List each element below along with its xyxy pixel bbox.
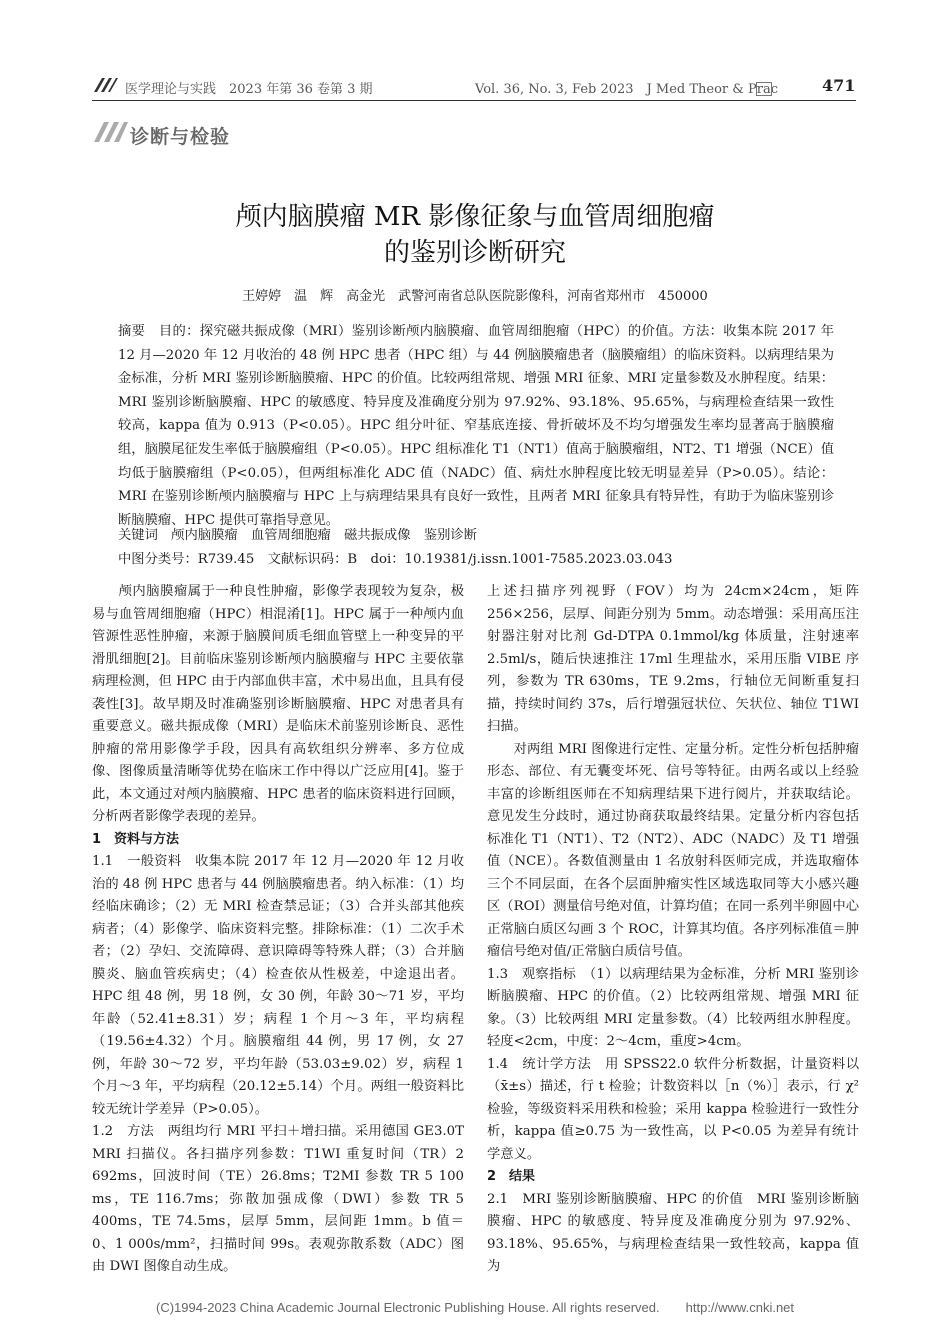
section-stripes-icon — [92, 120, 128, 144]
paragraph-methods: 1.2 方法 两组均行 MRI 平扫＋增扫描。采用德国 GE3.0T MRI 扫描仪。各扫描序列参数：T1WI 重复时间（TR）2 692ms，回波时间（TE）26.8ms；T2MI 参数 TR 5 100 ms，TE 116.7ms；弥散加强成像（DWI）参数 TR 5 400ms，TE 74.5ms，层厚 5mm，层间距 1mm。b 值＝0、1 000s/mm²，扫描时间 99s。表观弥散系数（ADC）图由 DWI 图像自动生成。 — [92, 1124, 464, 1274]
page-number: 471 — [822, 76, 856, 95]
intro-paragraph: 颅内脑膜瘤属于一种良性肿瘤，影像学表现较为复杂，极易与血管周细胞瘤（HPC）相混淆[1]。HPC 属于一种颅内血管源性恶性肿瘤，来源于脑膜间质毛细血管壁上一种变异的平滑肌细胞[2]。目前临床鉴别诊断颅内脑膜瘤与 HPC 主要依靠病理检测，但 HPC 由于内部血供丰富，术中易出血，且具有侵袭性[3]。故早期及时准确鉴别诊断脑膜瘤、HPC 对患者具有重要意义。磁共振成像（MRI）是临床术前鉴别诊断良、恶性肿瘤的常用影像学手段，因具有高软组织分辨率、多方位成像、图像质量清晰等优势在临床工作中得以广泛应用[4]。鉴于此，本文通过对颅内脑膜瘤、HPC 患者的临床资料进行回顾，分析两者影像学表现的差异。 — [92, 584, 464, 824]
header-journal-cn: 医学理论与实践 2023 年第 36 卷第 3 期 — [125, 82, 373, 97]
abstract: 摘要 目的：探究磁共振成像（MRI）鉴别诊断颅内脑膜瘤、血管周细胞瘤（HPC）的价值。方法：收集本院 2017 年 12 月—2020 年 12 月收治的 48 例 HPC 患者（HPC 组）与 44 例脑膜瘤患者（脑膜瘤组）的临床资料。以病理结果为金标准，分析 MRI 鉴别诊断脑膜瘤、HPC 的价值。比较两组常规、增强 MRI 征象、MRI 定量参数及水肿程度。结果：MRI 鉴别诊断脑膜瘤、HPC 的敏感度、特异度及准确度分别为 97.92%、93.18%、95.65%，与病理检查结果一致性较高，kappa 值为 0.913（P<0.05）。HPC 组分叶征、窄基底连接、骨折破坏及不均匀增强发生率均显著高于脑膜瘤组，脑膜尾征发生率低于脑膜瘤组（P<0.05）。HPC 组标准化 T1（NT1）值高于脑膜瘤组，NT2、T1 增强（NCE）值均低于脑膜瘤组（P<0.05），但两组标准化 ADC 值（NADC）值、病灶水肿程度比较无明显差异（P>0.05）。结论：MRI 在鉴别诊断颅内脑膜瘤与 HPC 上与病理结果具有良好一致性，且两者 MRI 征象具有特异性，有助于为临床鉴别诊断脑膜瘤、HPC 提供可靠指导意见。 — [118, 324, 834, 528]
header-journal-en: Vol. 36, No. 3, Feb 2023 J Med Theor & Prac — [475, 82, 778, 97]
section-heading-materials: 1 资料与方法 — [92, 831, 180, 847]
copyright-footer: (C)1994-2023 China Academic Journal Electronic Publishing House. All rights reserved. http://www.cnki.net — [155, 1300, 795, 1315]
keywords: 关键词 颅内脑膜瘤 血管周细胞瘤 磁共振成像 鉴别诊断 — [118, 528, 478, 543]
article-title-line1: 颅内脑膜瘤 MR 影像征象与血管周细胞瘤 — [235, 202, 715, 232]
header-rule — [92, 100, 856, 101]
paragraph-results: 2.1 MRI 鉴别诊断脑膜瘤、HPC 的价值 MRI 鉴别诊断脑膜瘤、HPC 的敏感度、特异度及准确度分别为 97.92%、93.18%、95.65%，与病理检查结果一致性较高，kappa 值为 — [487, 1191, 859, 1274]
section-heading-results: 2 结果 — [487, 1169, 536, 1184]
header-box-icon — [756, 82, 772, 96]
paragraph-general-data: 1.1 一般资料 收集本院 2017 年 12 月—2020 年 12 月收治的 48 例 HPC 患者与 44 例脑膜瘤患者。纳入标准：（1）均经临床确诊；（2）无 MRI 检查禁忌证；（3）合并头部其他疾病者；（4）影像学、临床资料完整。排除标准：（1）二次手术者；（2）孕妇、交流障碍、意识障碍等特殊人群；（3）合并脑膜炎、脑血管疾病史；（4）检查依从性极差，中途退出者。HPC 组 48 例，男 18 例，女 30 例，年龄 30～71 岁，平均年龄（52.41±8.31）岁；病程 1 个月～3 年，平均病程（19.56±4.32）个月。脑膜瘤组 44 例，男 17 例，女 27 例，年龄 30～72 岁，平均年龄（53.03±9.02）岁，病程 1 个月～3 年，平均病程（20.12±5.14）个月。两组一般资料比较无统计学差异（P>0.05）。 — [92, 854, 464, 1117]
authors-affiliation: 王婷婷 温 辉 高金光 武警河南省总队医院影像科，河南省郑州市 450000 — [242, 289, 708, 304]
paragraph-analysis: 对两组 MRI 图像进行定性、定量分析。定性分析包括肿瘤形态、部位、有无囊变坏死、信号等特征。由两名或以上经验丰富的诊断组医师在不知病理结果下进行阅片，并获取结论。意见发生分歧时，通过协商获取最终结果。定量分析内容包括标准化 T1（NT1）、T2（NT2）、ADC（NADC）及 T1 增强值（NCE）。各数值测量由 1 名放射科医师完成，并选取瘤体三个不同层面，在各个层面肿瘤实性区域选取同等大小感兴趣区（ROI）测量信号绝对值，计算均值；在同一系列半卵圆中心正常脑白质区勾画 3 个 ROC，计算其均值。各序列标准值＝肿瘤信号绝对值/正常脑白质信号值。 — [487, 741, 859, 959]
paragraph-statistics: 1.4 统计学方法 用 SPSS22.0 软件分析数据，计量资料以（x̄±s）描述，行 t 检验；计数资料以［n（%）］表示，行 χ² 检验，等级资料采用秩和检验；采用 kappa 检验进行一致性分析，kappa 值≥0.75 为一致性高，以 P<0.05 为差异有统计学意义。 — [487, 1056, 859, 1162]
classification-doi: 中图分类号：R739.45 文献标识码：B doi：10.19381/j.issn.1001-7585.2023.03.043 — [118, 552, 673, 567]
article-title-line2: 的鉴别诊断研究 — [383, 238, 566, 268]
paragraph-scan-params: 上述扫描序列视野（FOV）均为 24cm×24cm，矩阵 256×256，层厚、间距分别为 5mm。动态增强：采用高压注射器注射对比剂 Gd-DTPA 0.1mmol/kg 体质量，注射速率 2.5ml/s，随后快速推注 17ml 生理盐水，采用压脂 VIBE 序列，参数为 TR 630ms，TE 9.2ms，行轴位无间断重复扫描，持续时间约 37s，后行增强冠状位、矢状位、轴位 T1WI 扫描。 — [487, 584, 859, 734]
body-left-column — [92, 581, 464, 1279]
section-label: 诊断与检验 — [130, 126, 231, 148]
body-right-column — [487, 581, 859, 1279]
journal-logo-icon — [92, 76, 118, 94]
paragraph-indicators: 1.3 观察指标 （1）以病理结果为金标准，分析 MRI 鉴别诊断脑膜瘤、HPC 的价值。（2）比较两组常规、增强 MRI 征象。（3）比较两组 MRI 定量参数。（4）比较两组水肿程度。轻度<2cm，中度：2～4cm，重度>4cm。 — [487, 966, 859, 1049]
